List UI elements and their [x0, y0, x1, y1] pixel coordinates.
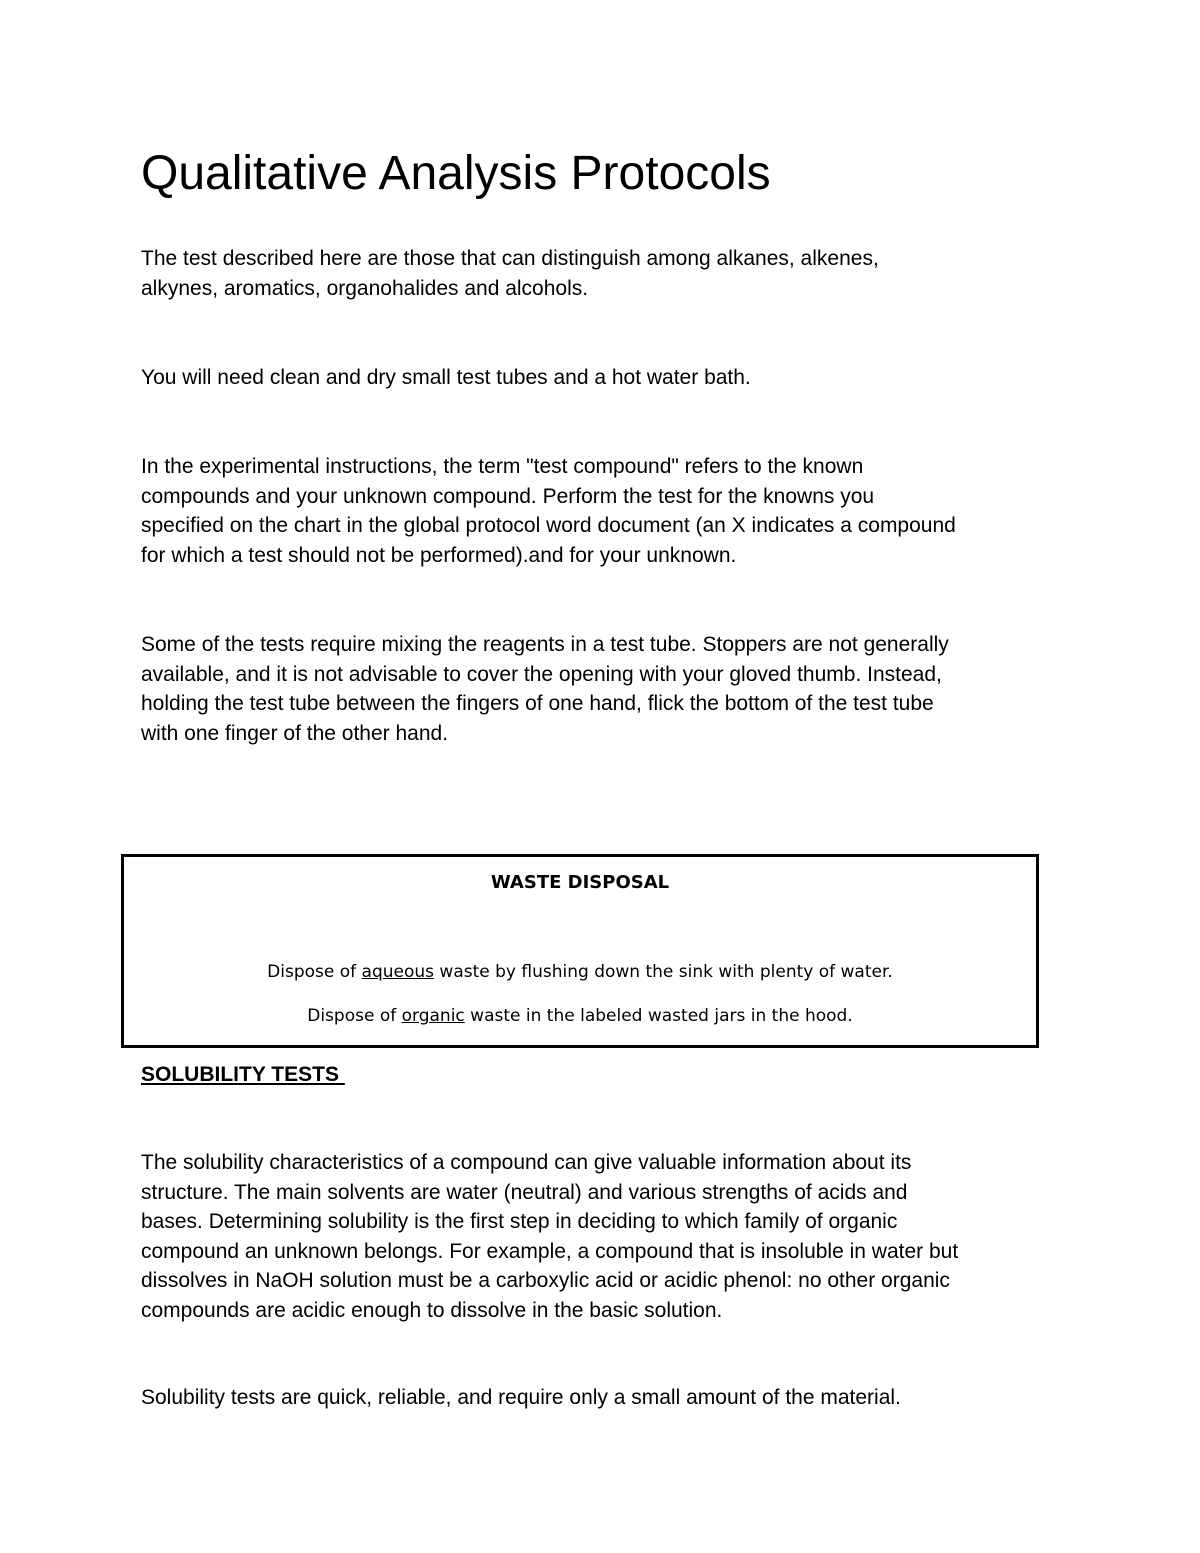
instruction-text: Dispose of [307, 1006, 402, 1026]
text-line: available, and it is not advisable to cover the opening with your gloved thumb. Instead, [141, 662, 942, 686]
solubility-paragraph-overview [141, 1148, 1081, 1325]
intro-paragraph-mixing [141, 630, 1081, 748]
instruction-text: Dispose of [267, 962, 362, 982]
waste-disposal-box [121, 854, 1039, 1048]
text-line: for which a test should not be performed).and for your unknown. [141, 543, 737, 567]
text-line: You will need clean and dry small test tubes and a hot water bath. [141, 366, 751, 389]
aqueous-waste-instruction [124, 960, 1036, 984]
text-line: compounds and your unknown compound. Perform the test for the knowns you [141, 484, 875, 508]
underlined-term: organic [401, 1006, 465, 1026]
text-line: The test described here are those that can distinguish among alkanes, alkenes, [141, 247, 879, 270]
instruction-text: waste in the labeled wasted jars in the hood. [464, 1006, 853, 1026]
organic-waste-instruction [124, 1004, 1036, 1028]
text-line: structure. The main solvents are water (neutral) and various strengths of acids and [141, 1180, 908, 1204]
page-title: Qualitative Analysis Protocols [141, 147, 771, 200]
text-line: compounds are acidic enough to dissolve in the basic solution. [141, 1298, 723, 1322]
text-line: In the experimental instructions, the term "test compound" refers to the known [141, 455, 864, 478]
intro-paragraph-scope [141, 244, 1081, 303]
solubility-tests-heading: SOLUBILITY TESTS [141, 1063, 345, 1086]
waste-disposal-heading: WASTE DISPOSAL [490, 872, 670, 893]
text-line: specified on the chart in the global protocol word document (an X indicates a compound [141, 514, 956, 537]
text-line: dissolves in NaOH solution must be a carboxylic acid or acidic phenol: no other organic [141, 1269, 950, 1292]
instruction-text: waste by flushing down the sink with plenty of water. [434, 962, 893, 982]
text-line: Solubility tests are quick, reliable, and require only a small amount of the material. [141, 1386, 901, 1409]
text-line: The solubility characteristics of a compound can give valuable information about its [141, 1151, 912, 1174]
text-line: compound an unknown belongs. For example, a compound that is insoluble in water but [141, 1239, 959, 1263]
text-line: Some of the tests require mixing the reagents in a test tube. Stoppers are not generally [141, 633, 949, 656]
underlined-term: aqueous [361, 962, 435, 982]
intro-paragraph-equipment [141, 363, 1081, 393]
text-line: bases. Determining solubility is the first step in deciding to which family of organic [141, 1210, 898, 1233]
text-line: holding the test tube between the fingers of one hand, flick the bottom of the test tube [141, 692, 934, 715]
intro-paragraph-test-compound [141, 452, 1081, 570]
text-line: alkynes, aromatics, organohalides and alcohols. [141, 276, 589, 300]
solubility-paragraph-summary [141, 1383, 1081, 1413]
text-line: with one finger of the other hand. [141, 721, 449, 745]
